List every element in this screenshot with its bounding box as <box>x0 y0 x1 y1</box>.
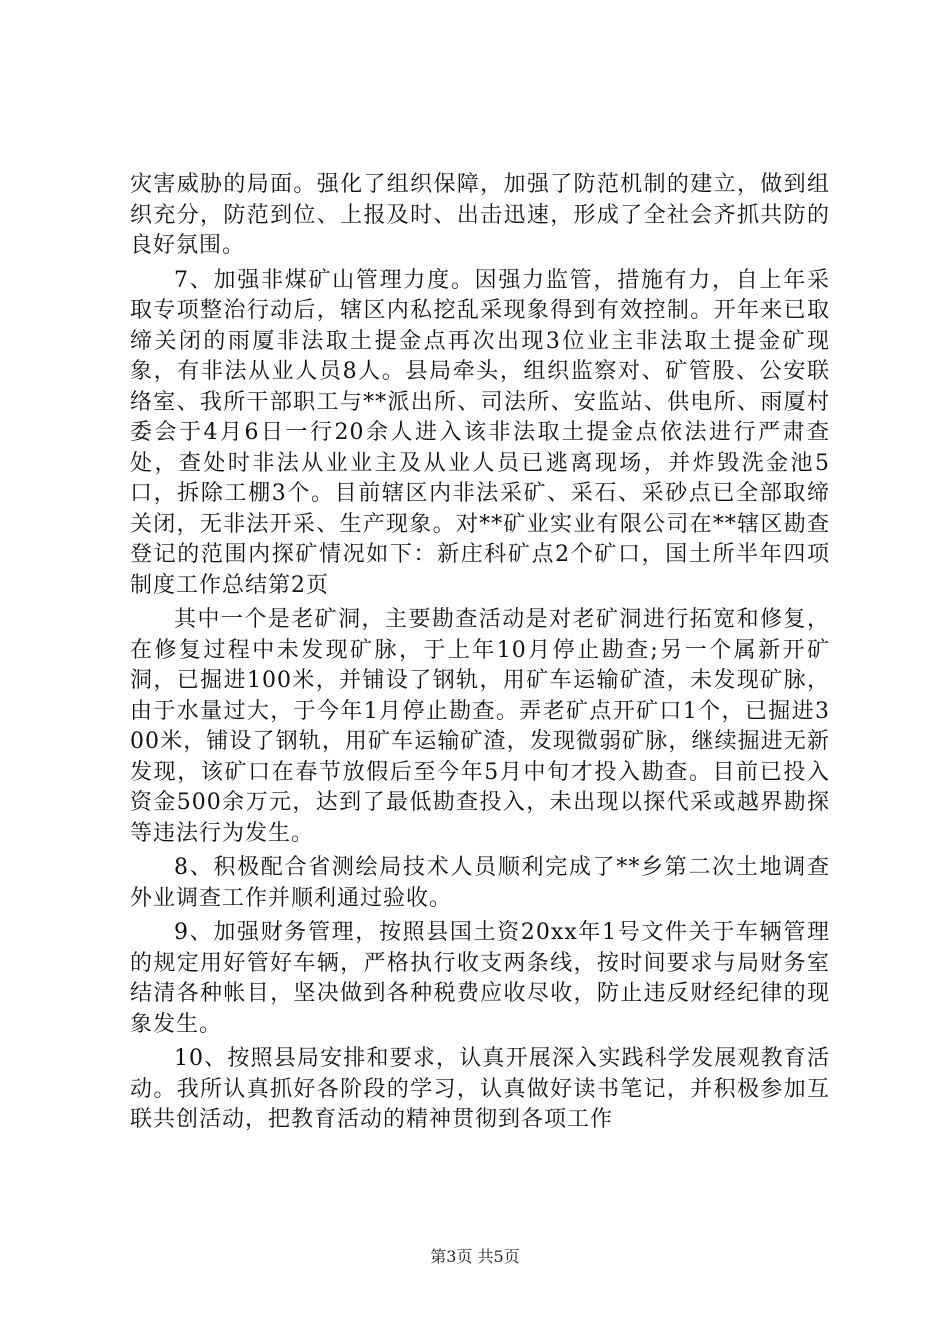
paragraph-item-8: 8、积极配合省测绘局技术人员顺利完成了**乡第二次土地调查外业调查工作并顺利通过验收。 <box>130 855 830 911</box>
page-number-footer: 第3页 共5页 <box>430 1247 520 1266</box>
paragraph-item-10: 10、按照县局安排和要求，认真开展深入实践科学发展观教育活动。我所认真抓好各阶段的学习，认真做好读书笔记，并积极参加互联共创活动，把教育活动的精神贯彻到各项工作 <box>130 1046 830 1132</box>
document-body <box>130 170 830 1136</box>
paragraph-item-7-continued: 其中一个是老矿洞，主要勘查活动是对老矿洞进行拓宽和修复，在修复过程中未发现矿脉，于上年10月停止勘查;另一个属新开矿洞，已掘进100米，并铺设了钢轨，用矿车运输矿渣，未发现矿脉，由于水量过大，于今年1月停止勘查。弄老矿点开矿口1个，已掘进300米，铺设了钢轨，用矿车运输矿渣，发现微弱矿脉，继续掘进无新发现，该矿口在春节放假后至今年5月中旬才投入勘查。目前已投入资金500余万元，达到了最低勘查投入，未出现以探代采或越界勘探等违法行为发生。 <box>130 607 830 846</box>
paragraph-item-9: 9、加强财务管理，按照县国土资20xx年1号文件关于车辆管理的规定用好管好车辆，严格执行收支两条线，按时间要求与局财务室结清各种帐目，坚决做到各种税费应收尽收，防止违反财经纪律的现象发生。 <box>130 920 830 1037</box>
paragraph-item-7: 7、加强非煤矿山管理力度。因强力监管，措施有力，自上年采取专项整治行动后，辖区内私挖乱采现象得到有效控制。开年来已取缔关闭的雨厦非法取土提金点再次出现3位业主非法取土提金矿现象，有非法从业人员8人。县局牵头，组织监察对、矿管股、公安联络室、我所干部职工与**派出所、司法所、安监站、供电所、雨厦村委会于4月6日一行20余人进入该非法取土提金点依法进行严肃查处，查处时非法从业业主及从业人员已逃离现场，并炸毁洗金池5口，拆除工棚3个。目前辖区内非法采矿、采石、采砂点已全部取缔关闭，无非法开采、生产现象。对**矿业实业有限公司在**辖区勘查登记的范围内探矿情况如下：新庄科矿点2个矿口，国土所半年四项制度工作总结第2页 <box>130 267 830 598</box>
paragraph-continuation: 灾害威胁的局面。强化了组织保障，加强了防范机制的建立，做到组织充分，防范到位、上报及时、出击迅速，形成了全社会齐抓共防的良好氛围。 <box>130 172 830 258</box>
